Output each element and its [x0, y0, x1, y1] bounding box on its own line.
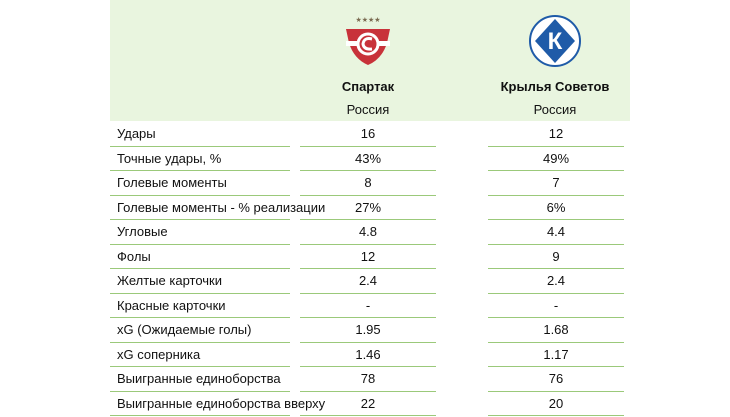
stat-value-spartak: 16 [360, 126, 376, 141]
stat-label: xG соперника [117, 346, 201, 362]
team-country: Россия [533, 102, 577, 117]
table-row [110, 171, 630, 196]
stat-value-krylia-sovetov: 12 [548, 126, 564, 141]
krylia-letter: К [547, 28, 563, 55]
table-row [110, 147, 630, 172]
team-spartak [293, 0, 443, 121]
stat-label: Голевые моменты [117, 175, 227, 190]
table-row [110, 196, 630, 221]
stat-label: Выигранные единоборства вверху [117, 395, 326, 411]
team-krylia-sovetov [480, 0, 630, 121]
stats-table [110, 0, 630, 417]
stat-value-krylia-sovetov: 7 [552, 175, 560, 190]
table-header [110, 0, 630, 121]
team-country: Россия [346, 102, 390, 117]
stat-label: Фолы [117, 248, 151, 264]
table-row [110, 367, 630, 392]
table-row [110, 343, 630, 368]
stat-value-krylia-sovetov: 20 [548, 395, 564, 411]
stat-value-krylia-sovetov: 9 [552, 248, 560, 264]
table-row [110, 122, 630, 147]
stat-value-krylia-sovetov: 1.68 [543, 322, 569, 337]
team-name: Спартак [341, 79, 395, 94]
stat-value-spartak: 8 [364, 175, 372, 190]
stat-value-spartak: 4.8 [358, 224, 378, 239]
table-row [110, 392, 630, 417]
table-row [110, 269, 630, 294]
stat-value-krylia-sovetov: - [553, 297, 559, 313]
stat-label: Угловые [117, 224, 168, 239]
stat-value-krylia-sovetov: 2.4 [546, 273, 566, 288]
stat-value-krylia-sovetov: 1.17 [543, 346, 569, 362]
stat-value-spartak: 43% [354, 150, 382, 166]
stat-value-spartak: 1.95 [355, 322, 381, 337]
spartak-stars: ★★★★ [355, 17, 381, 24]
stat-value-spartak: - [365, 297, 371, 313]
stat-value-krylia-sovetov: 6% [546, 199, 566, 215]
stat-label: Желтые карточки [117, 273, 222, 288]
table-row [110, 294, 630, 319]
table-row [110, 318, 630, 343]
stat-label: Красные карточки [117, 297, 226, 313]
stat-value-spartak: 12 [360, 248, 376, 264]
spartak-crest-icon [342, 15, 394, 67]
stat-value-krylia-sovetov: 76 [548, 371, 564, 386]
stat-value-krylia-sovetov: 4.4 [546, 224, 566, 239]
stat-value-spartak: 22 [360, 395, 376, 411]
row-divider [300, 415, 436, 416]
stat-label: Выигранные единоборства [117, 371, 281, 386]
stats-rows [110, 122, 630, 416]
stat-label: Голевые моменты - % реализации [117, 199, 326, 215]
stat-value-spartak: 1.46 [355, 346, 381, 362]
row-divider [110, 415, 290, 416]
team-name: Крылья Советов [500, 79, 610, 94]
table-row [110, 245, 630, 270]
stat-label: Точные удары, % [117, 150, 222, 166]
stat-value-krylia-sovetov: 49% [542, 150, 570, 166]
krylia-sovetov-crest-icon [529, 15, 581, 67]
stat-value-spartak: 27% [354, 199, 382, 215]
stat-label: Удары [117, 126, 156, 141]
row-divider [488, 415, 624, 416]
table-row [110, 220, 630, 245]
stat-value-spartak: 78 [360, 371, 376, 386]
stat-value-spartak: 2.4 [358, 273, 378, 288]
stat-label: xG (Ожидаемые голы) [117, 322, 252, 337]
